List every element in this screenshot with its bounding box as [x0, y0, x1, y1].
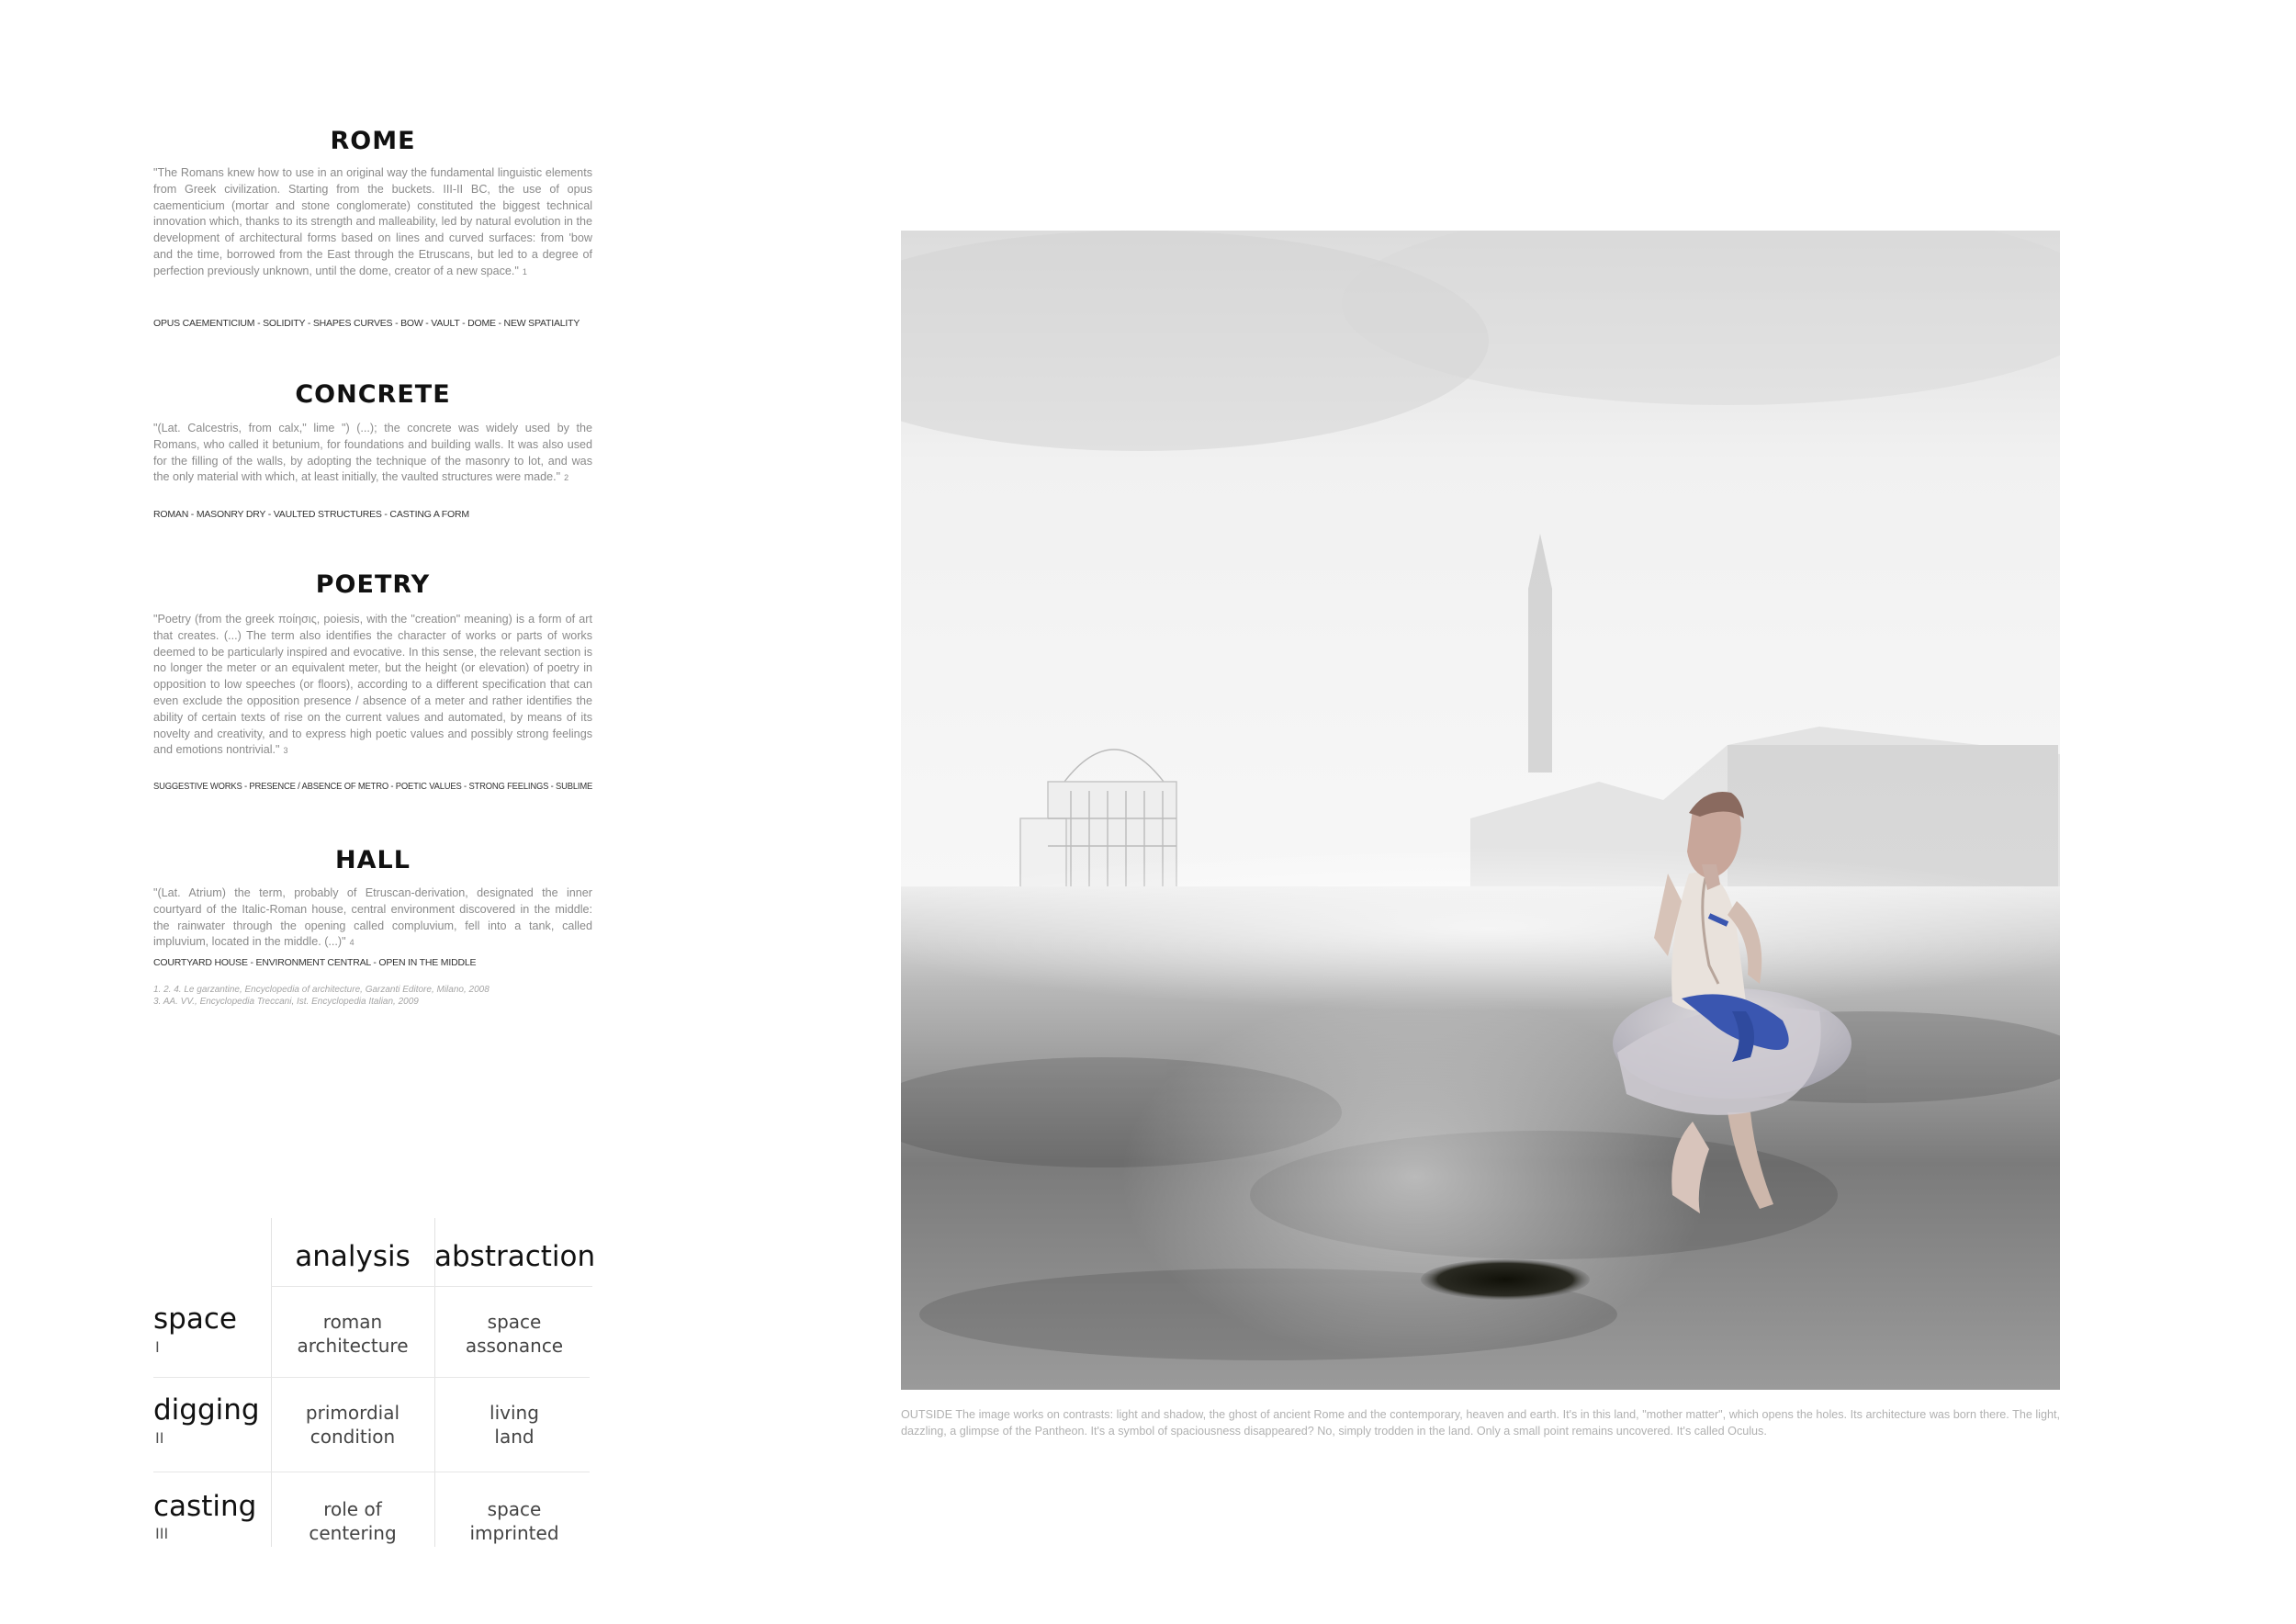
- row-header-digging: digging: [153, 1393, 260, 1427]
- footnote-ref: 3: [283, 746, 288, 756]
- row-header-casting: casting: [153, 1490, 257, 1523]
- section-title-hall: HALL: [335, 846, 411, 874]
- reference-item: 3. AA. VV., Encyclopedia Treccani, Ist. Encyclopedia Italian, 2009: [153, 997, 419, 1007]
- matrix-cell: [271, 1310, 434, 1358]
- section-body-text: "Poetry (from the greek ποίησις, poiesis, with the "creation" meaning) is a form of art that creates. (...) The term also identifies the character of works or parts of works deemed to be particularly inspired and evocative. In this sense, the relevant section is no longer the meter or an equivalent meter, but the height (or elevation) of poetry in opposition to low speeches (or floors), according to a different specification that can even exclude the opposition presence / absence of a meter and rather identifies the ability of certain texts of rise on the current values and automated, by means of its novelty and creativity, and to express high poetic values and possibly strong feelings and emotions nontrivial.": [153, 613, 592, 757]
- cell-line: primordial condition: [305, 1402, 400, 1448]
- references: [153, 984, 592, 1008]
- matrix-divider: [271, 1286, 592, 1287]
- matrix-cell: [434, 1401, 594, 1449]
- footnote-ref: 2: [564, 473, 569, 483]
- section-keywords-rome: OPUS CAEMENTICIUM - SOLIDITY - SHAPES CURVES - BOW - VAULT - DOME - NEW SPATIALITY: [153, 318, 580, 329]
- collage-illustration: [901, 231, 2060, 1390]
- cell-line: space assonance: [465, 1311, 564, 1357]
- section-body-poetry: [153, 612, 592, 760]
- text-column: [153, 0, 592, 1029]
- section-keywords-concrete: ROMAN - MASONRY DRY - VAULTED STRUCTURES - CASTING A FORM: [153, 509, 469, 520]
- footnote-ref: 1: [522, 266, 527, 276]
- section-title-concrete: CONCRETE: [295, 380, 451, 409]
- matrix-cell: [271, 1497, 434, 1545]
- image-caption: OUTSIDE The image works on contrasts: light and shadow, the ghost of ancient Rome and the contemporary, heaven and earth. It's in this land, "mother matter", which opens the holes. Its architecture was born there. The light, dazzling, a glimpse of the Pantheon. It's a symbol of spaciousness disappeared? No, simply trodden in the land. Only a small point remains uncovered. It's called Oculus.: [901, 1408, 2060, 1438]
- row-header-space: space: [153, 1303, 237, 1336]
- oculus-hole: [1421, 1259, 1590, 1300]
- cell-line: roman architecture: [297, 1311, 409, 1357]
- section-body-text: "The Romans knew how to use in an original way the fundamental linguistic elements from Greek civilization. Starting from the buckets. III-II BC, the use of opus caementicium (mortar and stone conglomerate) constituted the biggest technical innovation which, thanks to its strength and malleability, led by natural evolution in the development of architectural forms based on lines and curved surfaces: from 'bow and the time, borrowed from the East through the Etruscans, but led to a degree of perfection previously unknown, until the dome, creator of a new space.": [153, 166, 592, 277]
- column-header-abstraction: abstraction: [434, 1240, 596, 1273]
- cell-line: living land: [490, 1402, 539, 1448]
- concept-matrix: [153, 1218, 594, 1547]
- section-title-rome: ROME: [330, 127, 416, 155]
- matrix-cell: [434, 1310, 594, 1358]
- section-body-concrete: [153, 421, 592, 487]
- matrix-divider: [153, 1377, 590, 1378]
- section-body-text: "(Lat. Calcestris, from calx," lime ") (...); the concrete was widely used by the Romans, who called it betunium, for foundations and building walls. It was also used for the filling of the walls, by adopting the technique of the masonry to lot, and was the only material with which, at least initially, the vaulted structures were made.": [153, 422, 592, 484]
- section-keywords-hall: COURTYARD HOUSE - ENVIRONMENT CENTRAL - OPEN IN THE MIDDLE: [153, 957, 477, 968]
- reference-item: 1. 2. 4. Le garzantine, Encyclopedia of architecture, Garzanti Editore, Milano, 2008: [153, 985, 490, 995]
- section-body-rome: [153, 165, 592, 281]
- row-number: II: [155, 1429, 164, 1447]
- section-title-poetry: POETRY: [315, 570, 431, 599]
- section-body-hall: [153, 885, 592, 952]
- cell-line: role of centering: [309, 1498, 397, 1544]
- row-number: III: [155, 1525, 169, 1542]
- row-number: I: [155, 1338, 160, 1356]
- section-body-text: "(Lat. Atrium) the term, probably of Etruscan-derivation, designated the inner courtyard of the Italic-Roman house, central environment discovered in the middle: the rainwater through the opening called compluvium, fell into a tank, called impluvium, located in the middle. (...)": [153, 886, 592, 949]
- collage-image: [901, 231, 2060, 1390]
- matrix-cell: [271, 1401, 434, 1449]
- column-header-analysis: analysis: [295, 1240, 411, 1273]
- section-keywords-poetry: SUGGESTIVE WORKS - PRESENCE / ABSENCE OF METRO - POETIC VALUES - STRONG FEELINGS - SUBLIME: [153, 781, 593, 792]
- footnote-ref: 4: [349, 938, 355, 948]
- matrix-cell: [434, 1497, 594, 1545]
- cell-line: space imprinted: [469, 1498, 559, 1544]
